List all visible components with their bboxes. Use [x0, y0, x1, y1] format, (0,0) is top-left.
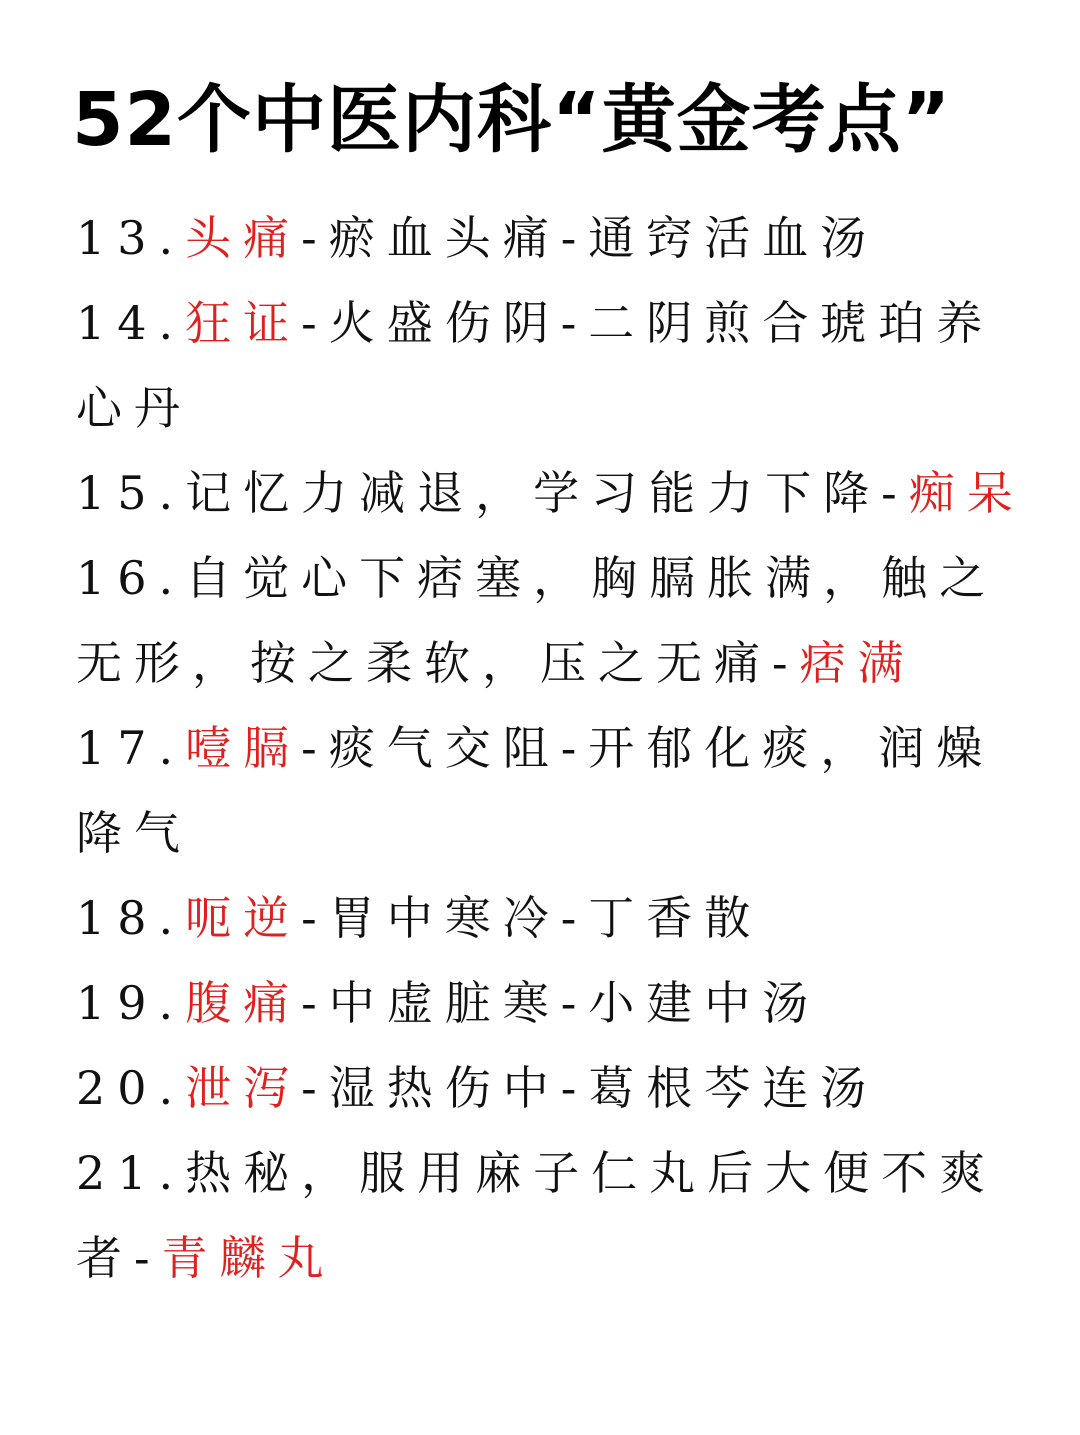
item-number: 18. — [76, 891, 186, 945]
list-item — [76, 451, 1026, 536]
page-title: 52个中医内科“黄金考点” — [72, 77, 952, 163]
list-item — [76, 876, 1026, 961]
item-text: -胃中寒冷-丁香散 — [301, 891, 763, 945]
item-text: 热秘，服用麻子仁丸后大便不爽者- — [76, 1146, 998, 1285]
list-item — [76, 961, 1026, 1046]
item-number: 14. — [76, 296, 186, 350]
highlight-term: 腹痛 — [185, 976, 302, 1030]
list-item — [76, 196, 1026, 281]
highlight-term: 痞满 — [799, 636, 916, 690]
item-number: 20. — [76, 1061, 186, 1115]
highlight-term: 头痛 — [185, 211, 302, 265]
list-item — [76, 706, 1026, 876]
highlight-term: 痴呆 — [908, 466, 1025, 520]
item-number: 13. — [76, 211, 186, 265]
item-number: 19. — [76, 976, 186, 1030]
highlight-term: 狂证 — [185, 296, 302, 350]
item-text: 自觉心下痞塞，胸膈胀满，触之无形，按之柔软，压之无痛- — [76, 551, 998, 690]
item-text: -火盛伤阴-二阴煎合琥珀养心丹 — [76, 296, 995, 435]
item-number: 16. — [76, 551, 186, 605]
highlight-term: 呃逆 — [185, 891, 302, 945]
highlight-term: 泄泻 — [185, 1061, 302, 1115]
list-item — [76, 536, 1026, 706]
list-item — [76, 281, 1026, 451]
item-text: 记忆力减退，学习能力下降- — [185, 466, 909, 520]
highlight-term: 噎膈 — [185, 721, 302, 775]
item-text: -痰气交阻-开郁化痰，润燥降气 — [76, 721, 995, 860]
list-item — [76, 1046, 1026, 1131]
item-text: -瘀血头痛-通窍活血汤 — [301, 211, 879, 265]
point-list — [76, 196, 1026, 1301]
item-number: 15. — [76, 466, 186, 520]
item-text: -中虚脏寒-小建中汤 — [301, 976, 821, 1030]
item-number: 17. — [76, 721, 186, 775]
item-number: 21. — [76, 1146, 186, 1200]
highlight-term: 青麟丸 — [161, 1231, 336, 1285]
list-item — [76, 1131, 1026, 1301]
item-text: -湿热伤中-葛根芩连汤 — [301, 1061, 879, 1115]
